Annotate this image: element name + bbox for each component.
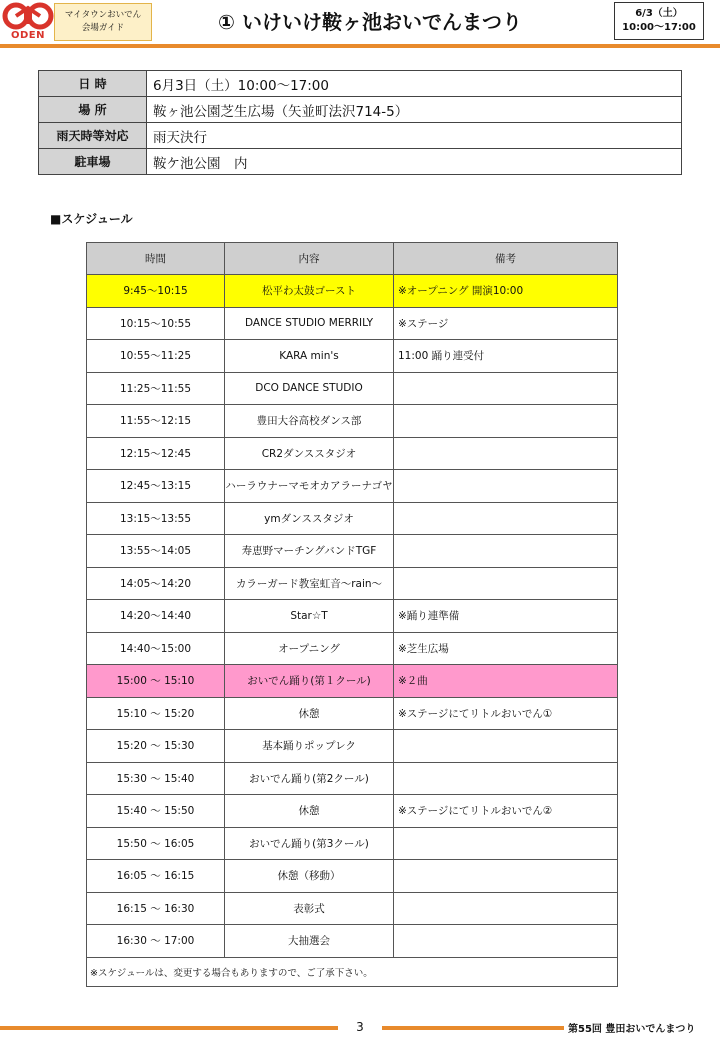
schedule-body <box>87 275 618 958</box>
schedule-content: ymダンススタジオ <box>225 502 394 535</box>
schedule-notes <box>394 892 618 925</box>
info-value: 鞍ケ池公園 内 <box>147 149 682 175</box>
schedule-content: CR2ダンススタジオ <box>225 437 394 470</box>
footer-divider-left <box>0 1026 338 1030</box>
schedule-row <box>87 892 618 925</box>
schedule-row <box>87 437 618 470</box>
info-label: 駐車場 <box>39 149 147 175</box>
schedule-row <box>87 925 618 958</box>
schedule-content: おいでん踊り(第3クール) <box>225 827 394 860</box>
info-row <box>39 149 682 175</box>
schedule-content: 休憩 <box>225 795 394 828</box>
event-info-table <box>38 70 682 175</box>
schedule-notes <box>394 535 618 568</box>
schedule-notes: ※２曲 <box>394 665 618 698</box>
header-divider <box>0 44 720 48</box>
schedule-header-row <box>87 243 618 275</box>
schedule-notes: ※オープニング 開演10:00 <box>394 275 618 308</box>
schedule-heading: ■スケジュール <box>50 212 133 226</box>
schedule-time: 12:45〜13:15 <box>87 470 225 503</box>
schedule-row <box>87 665 618 698</box>
schedule-notes: 11:00 踊り連受付 <box>394 340 618 373</box>
schedule-time: 13:15〜13:55 <box>87 502 225 535</box>
schedule-row <box>87 307 618 340</box>
schedule-content: カラーガード教室虹音〜rain〜 <box>225 567 394 600</box>
schedule-time: 15:20 〜 15:30 <box>87 730 225 763</box>
time-text: 10:00〜17:00 <box>622 22 696 33</box>
schedule-time: 16:30 〜 17:00 <box>87 925 225 958</box>
header-content: 内容 <box>225 243 394 275</box>
schedule-row <box>87 535 618 568</box>
venue-guide-badge <box>54 3 152 41</box>
schedule-time: 15:00 〜 15:10 <box>87 665 225 698</box>
page-title: ① いけいけ鞍ヶ池おいでんまつり <box>218 10 522 34</box>
schedule-time: 16:05 〜 16:15 <box>87 860 225 893</box>
schedule-time: 14:20〜14:40 <box>87 600 225 633</box>
footer-title: 第55回 豊田おいでんまつり <box>568 1024 696 1035</box>
header-time: 時間 <box>87 243 225 275</box>
schedule-notes <box>394 372 618 405</box>
schedule-row <box>87 372 618 405</box>
date-text: 6/3（土） <box>635 8 683 19</box>
schedule-content: 寿恵野マーチングバンドTGF <box>225 535 394 568</box>
schedule-row <box>87 697 618 730</box>
schedule-time: 15:30 〜 15:40 <box>87 762 225 795</box>
schedule-time: 15:40 〜 15:50 <box>87 795 225 828</box>
schedule-row <box>87 632 618 665</box>
info-row <box>39 71 682 97</box>
schedule-content: KARA min's <box>225 340 394 373</box>
info-value: 6月3日（土）10:00〜17:00 <box>147 71 682 97</box>
schedule-footnote: ※スケジュールは、変更する場合もありますので、ご了承下さい。 <box>87 957 618 986</box>
schedule-time: 12:15〜12:45 <box>87 437 225 470</box>
schedule-time: 15:10 〜 15:20 <box>87 697 225 730</box>
info-row <box>39 123 682 149</box>
page-number: 3 <box>356 1020 364 1034</box>
guide-line-1: マイタウンおいでん <box>64 10 142 20</box>
schedule-content: 基本踊りポップレク <box>225 730 394 763</box>
schedule-notes <box>394 437 618 470</box>
schedule-row <box>87 827 618 860</box>
schedule-content: おいでん踊り(第2クール) <box>225 762 394 795</box>
schedule-time: 14:05〜14:20 <box>87 567 225 600</box>
schedule-notes <box>394 860 618 893</box>
schedule-content: おいでん踊り(第１クール) <box>225 665 394 698</box>
info-label: 場 所 <box>39 97 147 123</box>
schedule-content: 休憩（移動） <box>225 860 394 893</box>
info-value: 雨天決行 <box>147 123 682 149</box>
schedule-notes <box>394 827 618 860</box>
footnote-row <box>87 957 618 986</box>
header-notes: 備考 <box>394 243 618 275</box>
schedule-time: 11:55〜12:15 <box>87 405 225 438</box>
schedule-row <box>87 795 618 828</box>
schedule-notes: ※芝生広場 <box>394 632 618 665</box>
date-badge <box>614 2 704 40</box>
logo-text: ODEN <box>10 30 45 41</box>
schedule-notes <box>394 925 618 958</box>
schedule-time: 11:25〜11:55 <box>87 372 225 405</box>
schedule-content: DANCE STUDIO MERRILY <box>225 307 394 340</box>
schedule-table <box>86 242 618 987</box>
schedule-time: 13:55〜14:05 <box>87 535 225 568</box>
guide-line-2: 会場ガイド <box>81 23 125 33</box>
schedule-notes <box>394 567 618 600</box>
schedule-content: 松平わ太鼓ゴースト <box>225 275 394 308</box>
schedule-row <box>87 762 618 795</box>
schedule-content: 休憩 <box>225 697 394 730</box>
schedule-time: 10:15〜10:55 <box>87 307 225 340</box>
schedule-content: Star☆T <box>225 600 394 633</box>
info-label: 日 時 <box>39 71 147 97</box>
schedule-row <box>87 405 618 438</box>
schedule-time: 10:55〜11:25 <box>87 340 225 373</box>
schedule-row <box>87 730 618 763</box>
info-row <box>39 97 682 123</box>
schedule-row <box>87 860 618 893</box>
schedule-row <box>87 502 618 535</box>
schedule-notes <box>394 730 618 763</box>
schedule-notes: ※ステージにてリトルおいでん② <box>394 795 618 828</box>
schedule-time: 9:45〜10:15 <box>87 275 225 308</box>
schedule-row <box>87 567 618 600</box>
schedule-content: ハーラウナーマモオカアラーナゴヤ <box>225 470 394 503</box>
schedule-time: 14:40〜15:00 <box>87 632 225 665</box>
schedule-time: 15:50 〜 16:05 <box>87 827 225 860</box>
schedule-notes: ※踊り連準備 <box>394 600 618 633</box>
schedule-notes <box>394 405 618 438</box>
schedule-row <box>87 470 618 503</box>
schedule-notes <box>394 762 618 795</box>
schedule-content: 表彰式 <box>225 892 394 925</box>
schedule-notes <box>394 470 618 503</box>
schedule-content: オープニング <box>225 632 394 665</box>
schedule-notes <box>394 502 618 535</box>
schedule-row <box>87 275 618 308</box>
footer-divider-right <box>382 1026 564 1030</box>
schedule-notes: ※ステージにてリトルおいでん① <box>394 697 618 730</box>
schedule-content: 大抽選会 <box>225 925 394 958</box>
schedule-time: 16:15 〜 16:30 <box>87 892 225 925</box>
info-label: 雨天時等対応 <box>39 123 147 149</box>
schedule-row <box>87 340 618 373</box>
schedule-content: 豊田大谷高校ダンス部 <box>225 405 394 438</box>
schedule-row <box>87 600 618 633</box>
schedule-content: DCO DANCE STUDIO <box>225 372 394 405</box>
schedule-notes: ※ステージ <box>394 307 618 340</box>
info-value: 鞍ヶ池公園芝生広場（矢並町法沢714-5） <box>147 97 682 123</box>
